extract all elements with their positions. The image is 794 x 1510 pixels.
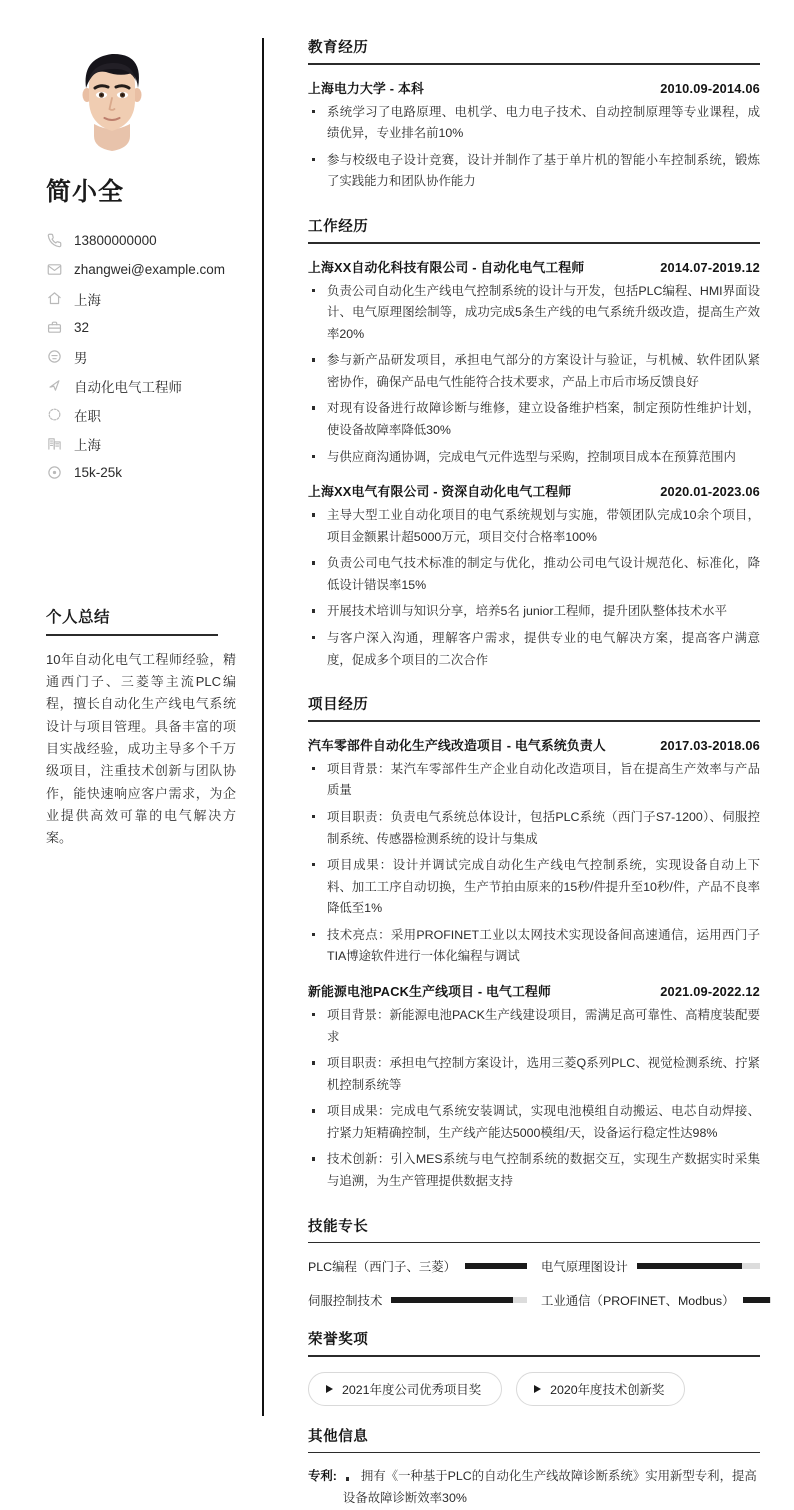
skills-section xyxy=(308,1215,760,1310)
summary-title: 个人总结 xyxy=(46,609,111,626)
contact-salary-value: 15k-25k xyxy=(74,465,123,480)
contact-email xyxy=(46,255,234,284)
bullet-item: 负责公司自动化生产线电气控制系统的设计与开发，包括PLC编程、HMI界面设计、电气原理图绘制等，成功完成5条生产线的电气系统升级改造，提高生产效率20% xyxy=(308,281,760,346)
contact-status-value: 在职 xyxy=(74,408,101,424)
column-divider xyxy=(262,38,264,1416)
contact-position-value: 自动化电气工程师 xyxy=(74,379,182,395)
awards-divider xyxy=(308,1355,760,1357)
contact-city xyxy=(46,429,234,458)
awards-section xyxy=(308,1328,760,1406)
summary-text: 10年自动化电气工程师经验，精通西门子、三菱等主流PLC编程，擅长自动化生产线电气系统设计与项目管理。具备丰富的项目实战经验，成功主导多个千万级项目，注重技术创新与团队协作，能快速响应客户需求，为企业提供高效可靠的电气解决方案。 xyxy=(46,651,236,846)
entry-header xyxy=(308,78,760,97)
bullet-item: 系统学习了电路原理、电机学、电力电子技术、自动控制原理等专业课程，成绩优异，专业排名前10% xyxy=(308,102,760,145)
projects-divider xyxy=(308,720,760,722)
other-row xyxy=(308,1466,760,1509)
education-section xyxy=(308,36,760,193)
entry-date: 2014.07-2019.12 xyxy=(660,259,760,275)
bullet-item: 主导大型工业自动化项目的电气系统规划与实施，带领团队完成10余个项目，项目金额累计超5000万元，项目交付合格率100% xyxy=(308,505,760,548)
award-label: 2020年度技术创新奖 xyxy=(550,1382,665,1397)
entry-date: 2020.01-2023.06 xyxy=(660,484,760,500)
entry-bullets xyxy=(308,759,760,968)
contact-salary xyxy=(46,458,234,487)
bullet-item: 项目职责：承担电气控制方案设计，选用三菱Q系列PLC、视觉检测系统、拧紧机控制系统等 xyxy=(308,1053,760,1096)
entry-bullets xyxy=(308,1005,760,1193)
skill-progress-track xyxy=(391,1297,527,1303)
other-body xyxy=(343,1466,760,1509)
skill-progress-fill xyxy=(743,1297,769,1303)
awards-row xyxy=(308,1372,760,1406)
projects-title: 项目经历 xyxy=(308,697,369,714)
main-content xyxy=(262,0,794,1505)
portrait-photo-icon xyxy=(58,38,166,154)
work-entry xyxy=(308,257,760,469)
skill-item xyxy=(308,1257,527,1275)
entry-date: 2021.09-2022.12 xyxy=(660,983,760,999)
other-section xyxy=(308,1425,760,1510)
entry-title: 上海XX自动化科技有限公司 - 自动化电气工程师 xyxy=(308,259,585,275)
entry-header xyxy=(308,981,760,1000)
contact-email-value: zhangwei@example.com xyxy=(74,262,226,277)
contact-age xyxy=(46,313,234,342)
bullet-item: 开展技术培训与知识分享，培养5名 junior工程师，提升团队整体技术水平 xyxy=(308,601,760,623)
building-icon xyxy=(46,435,63,452)
home-icon xyxy=(46,290,63,307)
skill-progress-track xyxy=(743,1297,771,1303)
contact-city-value: 上海 xyxy=(74,437,101,453)
bullet-item: 与客户深入沟通，理解客户需求，提供专业的电气解决方案，提高客户满意度，促成多个项目的二次合作 xyxy=(308,628,760,671)
briefcase-icon xyxy=(46,319,63,336)
bullet-item: 项目成果：设计并调试完成自动化生产线电气控制系统，实现设备自动上下料、加工工序自动切换，生产节拍由原来的15秒/件提升至10秒/件，产品不良率降低至1% xyxy=(308,855,760,920)
skill-progress-fill xyxy=(637,1263,742,1269)
contact-location-value: 上海 xyxy=(74,292,101,308)
projects-section xyxy=(308,693,760,1192)
entry-bullets xyxy=(308,281,760,469)
skill-label: 伺服控制技术 xyxy=(308,1294,383,1309)
bullet-item: 参与校级电子设计竞赛，设计并制作了基于单片机的智能小车控制系统，锻炼了实践能力和团队协作能力 xyxy=(308,150,760,193)
award-label: 2021年度公司优秀项目奖 xyxy=(342,1382,482,1397)
other-divider xyxy=(308,1452,760,1454)
awards-title: 荣誉奖项 xyxy=(308,1332,369,1349)
contact-phone xyxy=(46,226,234,255)
bullet-item: 负责公司电气技术标准的制定与优化，推动公司电气设计规范化、标准化，降低设计错误率15% xyxy=(308,553,760,596)
skills-grid xyxy=(308,1257,760,1309)
entry-bullets xyxy=(308,102,760,193)
skill-item xyxy=(541,1257,760,1275)
contact-list xyxy=(46,226,234,487)
other-title: 其他信息 xyxy=(308,1428,369,1445)
skill-label: 工业通信（PROFINET、Modbus） xyxy=(541,1294,735,1309)
skill-label: 电气原理图设计 xyxy=(541,1260,628,1275)
skill-item xyxy=(541,1291,760,1309)
contact-phone-value: 13800000000 xyxy=(74,233,157,248)
education-divider xyxy=(308,63,760,65)
award-chip[interactable] xyxy=(516,1372,685,1406)
entry-title: 上海XX电气有限公司 - 资深自动化电气工程师 xyxy=(308,484,572,500)
sidebar xyxy=(0,0,262,1450)
page-title: 简小全 xyxy=(46,178,125,206)
award-chip[interactable] xyxy=(308,1372,502,1406)
bullet-item: 对现有设备进行故障诊断与维修，建立设备维护档案，制定预防性维护计划，使设备故障率降低30% xyxy=(308,398,760,441)
other-item: 拥有《一种基于PLC的自动化生产线故障诊断系统》实用新型专利，提高设备故障诊断效率30% xyxy=(342,1469,757,1505)
entry-date: 2010.09-2014.06 xyxy=(660,80,760,96)
summary-section xyxy=(46,605,236,850)
skill-progress-fill xyxy=(391,1297,513,1303)
contact-status xyxy=(46,400,234,429)
contact-gender xyxy=(46,342,234,371)
entry-header xyxy=(308,735,760,754)
entry-title: 汽车零部件自动化生产线改造项目 - 电气系统负责人 xyxy=(308,737,606,753)
status-icon xyxy=(46,406,63,423)
work-title: 工作经历 xyxy=(308,218,369,235)
project-entry xyxy=(308,981,760,1193)
gender-icon xyxy=(46,348,63,365)
bullet-item: 与供应商沟通协调，完成电气元件选型与采购，控制项目成本在预算范围内 xyxy=(308,447,760,469)
entry-date: 2017.03-2018.06 xyxy=(660,737,760,753)
skill-label: PLC编程（西门子、三菱） xyxy=(308,1260,457,1275)
phone-icon xyxy=(46,232,63,249)
contact-position xyxy=(46,371,234,400)
summary-divider xyxy=(46,634,218,636)
play-triangle-icon xyxy=(534,1385,541,1393)
skills-divider xyxy=(308,1242,760,1244)
rocket-icon xyxy=(46,377,63,394)
education-entry xyxy=(308,78,760,193)
contact-gender-value: 男 xyxy=(74,350,88,366)
skill-item xyxy=(308,1291,527,1309)
email-icon xyxy=(46,261,63,278)
skill-progress-track xyxy=(465,1263,527,1269)
salary-icon xyxy=(46,464,63,481)
contact-age-value: 32 xyxy=(74,320,90,335)
avatar xyxy=(58,38,166,154)
work-section xyxy=(308,215,760,671)
bullet-item: 项目成果：完成电气系统安装调试，实现电池模组自动搬运、电芯自动焊接、拧紧力矩精确控制，生产线产能达5000模组/天，设备运行稳定性达98% xyxy=(308,1101,760,1144)
bullet-item: 项目背景：某汽车零部件生产企业自动化改造项目，旨在提高生产效率与产品质量 xyxy=(308,759,760,802)
entry-title: 新能源电池PACK生产线项目 - 电气工程师 xyxy=(308,983,552,999)
work-entry xyxy=(308,481,760,671)
bullet-item: 技术创新：引入MES系统与电气控制系统的数据交互，实现生产数据实时采集与追溯，为生产管理提供数据支持 xyxy=(308,1149,760,1192)
bullet-item: 技术亮点：采用PROFINET工业以太网技术实现设备间高速通信，运用西门子TIA博途软件进行一体化编程与调试 xyxy=(308,925,760,968)
contact-location xyxy=(46,284,234,313)
skill-progress-fill xyxy=(465,1263,527,1269)
skills-title: 技能专长 xyxy=(308,1218,369,1235)
bullet-item: 项目背景：新能源电池PACK生产线建设项目，需满足高可靠性、高精度装配要求 xyxy=(308,1005,760,1048)
entry-header xyxy=(308,481,760,500)
entry-header xyxy=(308,257,760,276)
education-title: 教育经历 xyxy=(308,40,369,56)
bullet-item: 参与新产品研发项目，承担电气部分的方案设计与验证，与机械、软件团队紧密协作，确保产品电气性能符合技术要求，产品上市后市场反馈良好 xyxy=(308,350,760,393)
work-divider xyxy=(308,242,760,244)
project-entry xyxy=(308,735,760,968)
play-triangle-icon xyxy=(326,1385,333,1393)
entry-bullets xyxy=(308,505,760,671)
skill-progress-track xyxy=(637,1263,760,1269)
entry-title: 上海电力大学 - 本科 xyxy=(308,80,424,96)
bullet-item: 项目职责：负责电气系统总体设计，包括PLC系统（西门子S7-1200）、伺服控制系统、传感器检测系统的设计与集成 xyxy=(308,807,760,850)
other-label: 专利: xyxy=(308,1469,337,1484)
